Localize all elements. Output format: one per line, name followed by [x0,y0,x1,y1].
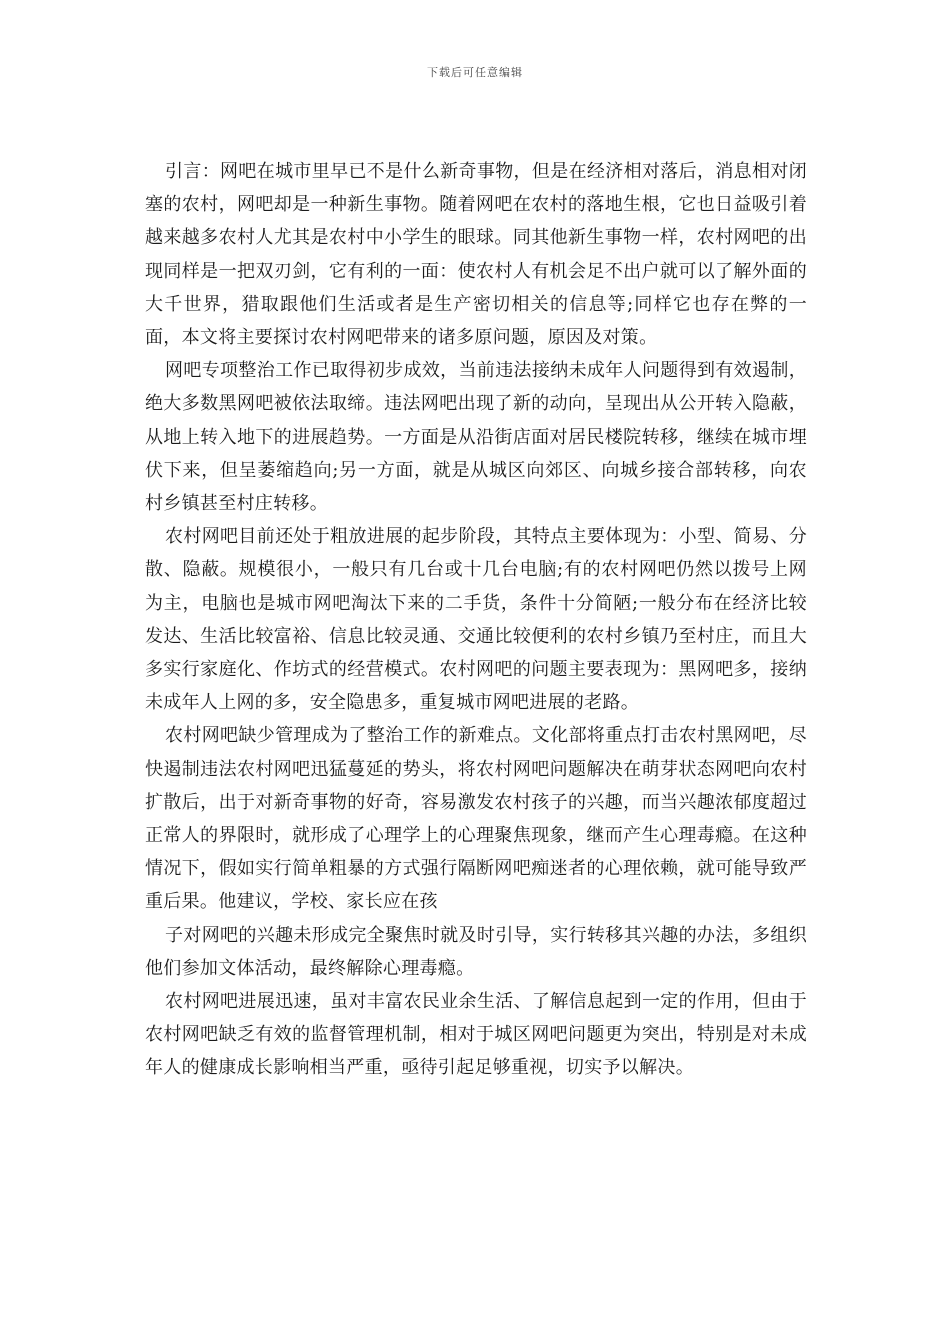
paragraph-4: 农村网吧缺少管理成为了整治工作的新难点。文化部将重点打击农村黑网吧，尽快遏制违法农村网吧迅猛蔓延的势头，将农村网吧问题解决在萌芽状态网吧向农村扩散后，出于对新奇事物的好奇，容易激发农村孩子的兴趣，而当兴趣浓郁度超过正常人的界限时，就形成了心理学上的心理聚焦现象，继而产生心理毒瘾。在这种情况下，假如实行简单粗暴的方式强行隔断网吧痴迷者的心理依赖，就可能导致严重后果。他建议，学校、家长应在孩 [145,725,807,913]
header-note: 下载后可任意编辑 [427,66,523,79]
paragraph-2: 网吧专项整治工作已取得初步成效，当前违法接纳未成年人问题得到有效遏制，绝大多数黑网吧被依法取缔。违法网吧出现了新的动向，呈现出从公开转入隐蔽，从地上转入地下的进展趋势。一方面是从沿街店面对居民楼院转移，继续在城市埋伏下来，但呈萎缩趋向;另一方面，就是从城区向郊区、向城乡接合部转移，向农村乡镇甚至村庄转移。 [145,360,807,515]
paragraph-5: 子对网吧的兴趣未形成完全聚焦时就及时引导，实行转移其兴趣的办法，多组织他们参加文体活动，最终解除心理毒瘾。 [145,924,807,979]
document-body [145,155,807,1085]
paragraph-intro: 引言：网吧在城市里早已不是什么新奇事物，但是在经济相对落后，消息相对闭塞的农村，网吧却是一种新生事物。随着网吧在农村的落地生根，它也日益吸引着越来越多农村人尤其是农村中小学生的眼球。同其他新生事物一样，农村网吧的出现同样是一把双刃剑，它有利的一面：使农村人有机会足不出户就可以了解外面的大千世界，猎取跟他们生活或者是生产密切相关的信息等;同样它也存在弊的一面，本文将主要探讨农村网吧带来的诸多原问题，原因及对策。 [145,161,807,349]
paragraph-6: 农村网吧进展迅速，虽对丰富农民业余生活、了解信息起到一定的作用，但由于农村网吧缺乏有效的监督管理机制，相对于城区网吧问题更为突出，特别是对未成年人的健康成长影响相当严重，亟待引起足够重视，切实予以解决。 [145,991,807,1079]
paragraph-3: 农村网吧目前还处于粗放进展的起步阶段，其特点主要体现为：小型、简易、分散、隐蔽。规模很小，一般只有几台或十几台电脑;有的农村网吧仍然以拨号上网为主，电脑也是城市网吧淘汰下来的二手货，条件十分简陋;一般分布在经济比较发达、生活比较富裕、信息比较灵通、交通比较便利的农村乡镇乃至村庄，而且大多实行家庭化、作坊式的经营模式。农村网吧的问题主要表现为：黑网吧多，接纳未成年人上网的多，安全隐患多，重复城市网吧进展的老路。 [145,526,807,714]
